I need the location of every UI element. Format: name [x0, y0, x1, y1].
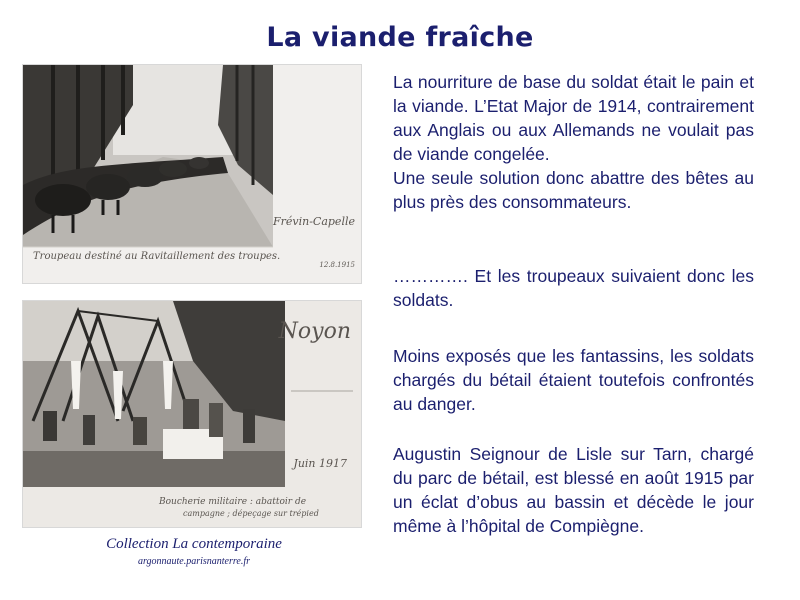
paragraph-seignour: Augustin Seignour de Lisle sur Tarn, chargé du parc de bétail, est blessé en août 1915 par un éclat d’obus au bassin et décède le jour même à l’hôpital de Compiègne. — [393, 444, 754, 536]
source-website: argonnaute.parisnanterre.fr — [137, 556, 251, 567]
butchery-photo-date: Juin 1917 — [293, 457, 347, 470]
butchery-photo-caption-line2: campagne ; dépeçage sur trépied — [183, 509, 319, 518]
herd-photo-place: Frévin-Capelle — [272, 215, 355, 228]
collection-credit: Collection La contemporaine — [106, 536, 282, 552]
butchery-photo — [22, 300, 362, 528]
herd-photo — [22, 64, 362, 284]
herd-photo-date: 12.8.1915 — [319, 261, 355, 269]
butchery-photo-caption-line1: Boucherie militaire : abattoir de — [159, 497, 307, 507]
herd-photo-caption: Troupeau destiné au Ravitaillement des troupes. — [33, 251, 281, 262]
paragraph-herds: …………. Et les troupeaux suivaient donc les soldats. — [393, 266, 754, 310]
butchery-photo-place: Noyon — [278, 319, 351, 344]
paragraph-danger: Moins exposés que les fantassins, les soldats chargés du bétail étaient toutefois confrontés au danger. — [393, 346, 754, 414]
slide-title: La viande fraîche — [266, 22, 534, 53]
paragraph-food-basics: La nourriture de base du soldat était le pain et la viande. L’Etat Major de 1914, contrairement aux Anglais ou aux Allemands ne voulait pas de viande congelée. Une seule solution donc abattre des bêtes au plus près des consommateurs. — [393, 72, 754, 212]
